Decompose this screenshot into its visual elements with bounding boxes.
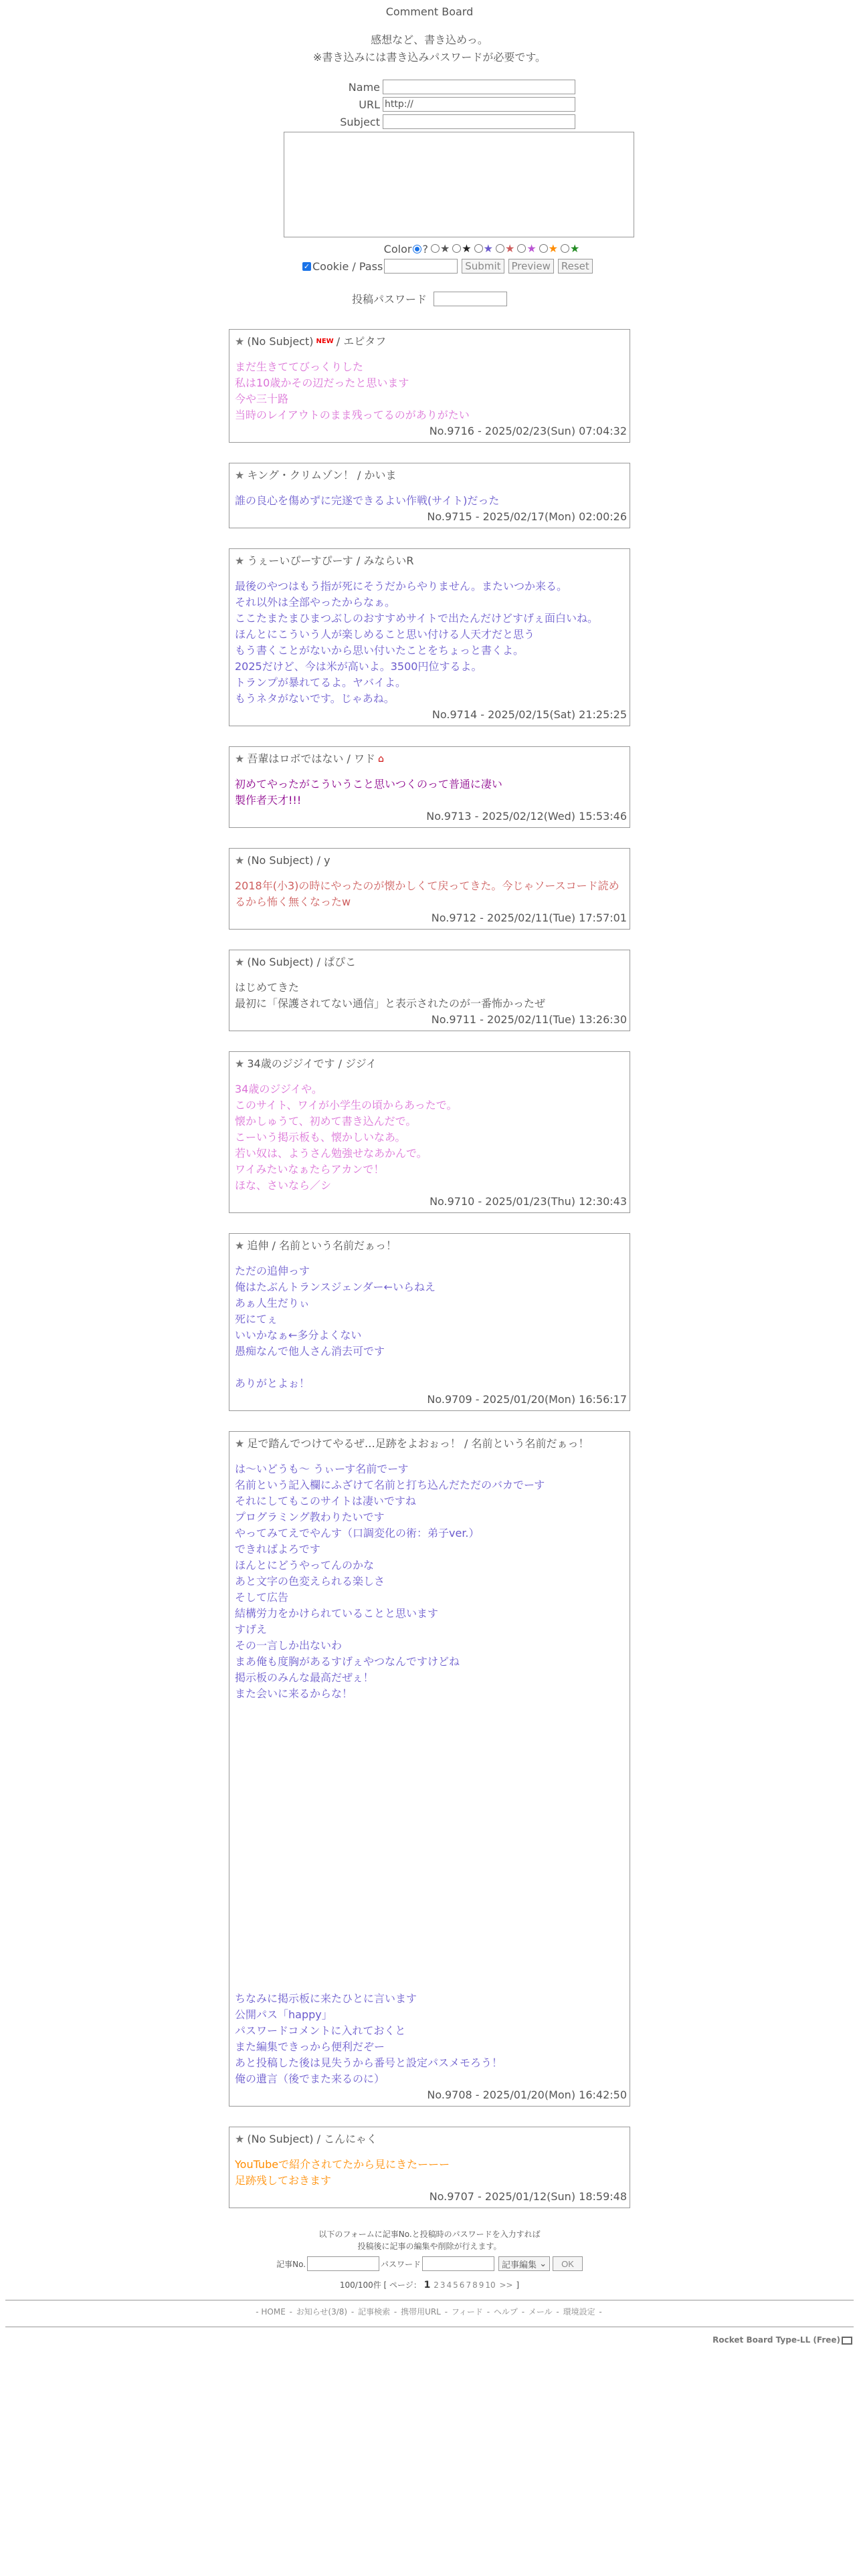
footer-nav-link[interactable]: メール — [528, 2307, 553, 2317]
entry-body — [235, 359, 627, 423]
entry-footer: No.9712 - 2025/02/11(Tue) 17:57:01 — [431, 911, 627, 924]
entry-line — [235, 1927, 627, 1943]
entry-separator: / — [338, 1057, 346, 1070]
entry-body — [235, 1263, 627, 1392]
entry-line — [235, 1782, 627, 1798]
entry-line — [235, 1959, 627, 1975]
entry — [229, 463, 630, 528]
pager-page-link[interactable]: 10 — [485, 2280, 496, 2290]
star-icon: ★ — [235, 1239, 245, 1252]
page-title: Comment Board — [385, 5, 474, 18]
entry-line: その一言しか出ないわ — [235, 1639, 343, 1652]
entry — [229, 548, 630, 726]
delete-pass-input[interactable] — [422, 2256, 494, 2271]
entry-footer: No.9709 - 2025/01/20(Mon) 16:56:17 — [427, 1393, 627, 1406]
submit-button[interactable]: Submit — [462, 259, 504, 274]
pager-page-link[interactable]: 5 — [453, 2280, 458, 2290]
color-radio[interactable] — [474, 244, 483, 253]
entry-line: ありがとよぉ！ — [235, 1377, 310, 1390]
entry-line — [235, 1862, 627, 1879]
color-option — [496, 242, 514, 255]
star-icon: ★ — [235, 956, 245, 968]
entry-line — [235, 1911, 627, 1927]
color-radio[interactable] — [413, 245, 421, 253]
pager-page-link[interactable]: 6 — [459, 2280, 465, 2290]
entry-body — [235, 1081, 627, 1194]
entry-line: まあ俺も度胸があるすげぇやつなんですけどね — [235, 1655, 460, 1668]
entry-line: ほんとにどうやってんのかな — [235, 1559, 375, 1572]
entry-line: 足跡残しておきます — [235, 2174, 332, 2187]
delete-info-line-2: 投稿後に記事の編集や削除が行えます。 — [357, 2242, 502, 2251]
entry-line — [235, 1846, 627, 1862]
window-icon — [842, 2337, 852, 2345]
entry-author: ジジイ — [345, 1057, 377, 1070]
entry-separator: / — [464, 1437, 472, 1450]
pager-close: ] — [516, 2280, 520, 2290]
entry-separator: / — [357, 469, 365, 481]
intro-line-2: ※書き込みには書き込みパスワードが必要です。 — [312, 51, 547, 64]
entry-line: 初めてやったがこういうこと思いつくのって普通に凄い — [235, 778, 502, 790]
color-selector — [222, 240, 637, 257]
entry-line: あと投稿した後は見失うから番号と設定パスメモろう！ — [235, 2056, 503, 2069]
chevron-down-icon: ⌄ — [537, 2258, 547, 2269]
star-icon: ★ — [235, 335, 245, 348]
pager-page-link[interactable]: 8 — [472, 2280, 478, 2290]
entry-line: このサイト、ワイが小学生の頃からあったで。 — [235, 1099, 458, 1111]
color-radio[interactable] — [431, 244, 440, 253]
entry-author: y — [324, 854, 330, 867]
entry-body — [235, 1461, 627, 2087]
entry-separator: / — [316, 2133, 324, 2145]
color-radio[interactable] — [561, 244, 569, 253]
footer-nav-link[interactable]: 環境設定 — [563, 2307, 595, 2317]
pager-page-link[interactable]: 3 — [440, 2280, 446, 2290]
entry-line — [235, 1766, 627, 1782]
nav-separator: - — [596, 2307, 602, 2317]
pager — [0, 2279, 859, 2290]
nav-separator: - — [442, 2307, 450, 2317]
entry-line — [235, 1814, 627, 1830]
entry-line: ワイみたいなぁたらアカンで！ — [235, 1163, 385, 1176]
color-option — [539, 242, 558, 255]
entry — [229, 950, 630, 1031]
entry-line: 2018年(小3)の時にやったのが懐かしくて戻ってきた。今じゃソースコード読めるから怖く無くなったw — [235, 879, 619, 908]
entry-subject: キング・クリムゾン！ — [247, 469, 354, 481]
entry-author: 名前という名前だぁっ！ — [471, 1437, 589, 1450]
entry-line: 公開パス「happy」 — [235, 2008, 332, 2021]
entry-header — [235, 1436, 627, 1452]
footer-nav-link[interactable]: フィード — [451, 2307, 483, 2317]
entry-line: 私は10歳かその辺だったと思います — [235, 377, 409, 389]
ok-button[interactable]: OK — [553, 2256, 583, 2271]
entry-line — [235, 1943, 627, 1959]
mode-select-value: 記事編集 — [502, 2260, 537, 2270]
entry-separator: / — [356, 554, 364, 567]
entry-line — [235, 1750, 627, 1766]
entry-body — [235, 493, 627, 509]
entry-line — [235, 1702, 627, 1718]
entry-subject: (No Subject) — [247, 335, 314, 348]
entry-separator: / — [316, 956, 324, 968]
entry-line: 最初に「保護されてない通信」と表示されたのが一番怖かったぜ — [235, 997, 546, 1010]
footer-nav-link[interactable]: お知らせ(3/8) — [296, 2307, 348, 2317]
nav-separator: - — [256, 2307, 262, 2317]
color-radio[interactable] — [539, 244, 548, 253]
color-option — [561, 242, 579, 255]
color-star-icon: ★ — [462, 242, 472, 255]
entry-author: かいま — [364, 469, 397, 481]
star-icon: ★ — [235, 752, 245, 765]
entry-line — [235, 1830, 627, 1846]
entry-line: は～いどうも～ うぃーす名前でーす — [235, 1463, 409, 1475]
entry-subject: 足で踏んでつけてやるぜ…足跡をよおぉっ！ — [247, 1437, 461, 1450]
entry-header — [235, 1056, 627, 1072]
entry-line: 愚痴なんで他人さん消去可です — [235, 1345, 385, 1358]
entry-line: ほんとにこういう人が楽しめること思い付ける人天才だと思う — [235, 628, 535, 641]
intro — [0, 31, 859, 66]
cookie-label: Cookie / Pass — [312, 259, 383, 273]
name-label: Name — [348, 80, 380, 94]
entry-line: はじめてきた — [235, 981, 300, 994]
entry-line: 誰の良心を傷めずに完遂できるよい作戦(サイト)だった — [235, 494, 500, 507]
star-icon: ★ — [235, 554, 245, 567]
delete-info-line-1: 以下のフォームに記事No.と投稿時のパスワードを入力すれば — [318, 2230, 541, 2239]
entry-header — [235, 1238, 627, 1254]
pager-page-link[interactable]: 2 — [434, 2280, 439, 2290]
entry-line: 34歳のジジイや。 — [235, 1083, 322, 1095]
star-icon: ★ — [235, 1057, 245, 1070]
footer-nav-link[interactable]: 携帯用URL — [401, 2307, 441, 2317]
entry-header — [235, 954, 627, 970]
entry-line: 結構労力をかけられていることと思います — [235, 1607, 439, 1620]
color-star-icon: ★ — [527, 242, 537, 255]
entry-line — [235, 1360, 627, 1376]
subject-label: Subject — [340, 115, 380, 128]
entry-line — [235, 1718, 627, 1734]
entry-line: あと文字の色変えられる楽しさ — [235, 1575, 385, 1588]
entry-line: できればよろです — [235, 1543, 320, 1555]
entry — [229, 1051, 630, 1213]
entry-subject: (No Subject) — [247, 956, 314, 968]
url-label: URL — [359, 98, 380, 111]
entry-line: もうネタがないです。じゃあね。 — [235, 692, 395, 705]
star-icon: ★ — [235, 469, 245, 481]
entry — [229, 1233, 630, 1411]
entry-subject: (No Subject) — [247, 2133, 314, 2145]
reset-button[interactable]: Reset — [558, 259, 593, 274]
color-star-icon: ★ — [504, 242, 515, 255]
url-input[interactable] — [383, 97, 575, 112]
star-icon: ★ — [235, 2133, 245, 2145]
color-label: Color — [383, 242, 412, 255]
entry-line: 死にてぇ — [235, 1313, 278, 1325]
entry-header — [235, 853, 627, 869]
entry-body — [235, 980, 627, 1012]
color-option — [431, 242, 450, 255]
mode-select[interactable] — [498, 2256, 550, 2271]
delete-pass-label: パスワード — [381, 2259, 421, 2269]
nav-separator: - — [391, 2307, 400, 2317]
color-option — [474, 242, 493, 255]
entry-subject: うぇーいぴーすぴーす — [247, 554, 353, 567]
entry-line: 当時のレイアウトのまま残ってるのがありがたい — [235, 409, 470, 421]
entry-line — [235, 1734, 627, 1750]
entry-subject: 追伸 — [247, 1239, 269, 1252]
entry-line: 2025だけど、今は米が高いよ。3500円位するよ。 — [235, 660, 482, 673]
entry-footer: No.9713 - 2025/02/12(Wed) 15:53:46 — [426, 810, 627, 823]
entry-line: いいかなぁ←多分よくない — [235, 1329, 362, 1341]
entry — [229, 746, 630, 828]
home-icon[interactable]: ⌂ — [377, 754, 384, 764]
entry-subject: 34歳のジジイです — [247, 1057, 335, 1070]
entry-line: 俺の遺言（後でまた来るのに） — [235, 2072, 385, 2085]
entry-line: 懐かしゅうて、初めて書き込んだで。 — [235, 1115, 417, 1128]
entry-header — [235, 2131, 627, 2147]
pager-count: 100/100件 [ ページ： — [339, 2280, 421, 2290]
nav-separator: - — [553, 2307, 562, 2317]
color-star-icon: ★ — [440, 242, 450, 255]
entry-line — [235, 1879, 627, 1895]
entry-subject: (No Subject) — [247, 854, 314, 867]
entry — [229, 848, 630, 930]
entry-line: ちなみに掲示板に来たひとに言います — [235, 1992, 417, 2005]
color-random-label: ? — [422, 242, 428, 255]
entry — [229, 2127, 630, 2208]
footer-nav-link[interactable]: HOME — [261, 2307, 286, 2317]
pager-page-link[interactable]: 7 — [466, 2280, 472, 2290]
color-radio[interactable] — [452, 244, 461, 253]
color-star-icon: ★ — [570, 242, 580, 255]
entry-line: ここたまたまひまつぶしのおすすめサイトで出たんだけどすげぇ面白いね。 — [235, 612, 599, 625]
entry-footer: No.9714 - 2025/02/15(Sat) 21:25:25 — [432, 708, 627, 721]
cookie-checkbox[interactable]: ✓ — [303, 261, 310, 271]
post-pass-label: 投稿パスワード — [351, 293, 427, 306]
entry-line: ほな、さいなら／シ — [235, 1179, 332, 1192]
entry-header — [235, 751, 627, 767]
cookie-pass-input[interactable] — [384, 259, 458, 274]
color-star-icon: ★ — [483, 242, 493, 255]
entry-header — [235, 467, 627, 484]
entry-separator: / — [347, 752, 354, 765]
entry-line: 名前という記入欄にふざけて名前と打ち込んだただのバカでーす — [235, 1479, 545, 1491]
entry-line — [235, 1895, 627, 1911]
entry-header — [235, 553, 627, 569]
entry-line: もう書くことがないから思い付いたことをちょっと書くよ。 — [235, 644, 524, 657]
pager-current: 1 — [423, 2280, 431, 2290]
entry-line: パスワードコメントに入れておくと — [235, 2024, 406, 2037]
name-input[interactable] — [383, 80, 575, 94]
entry-line: やってみてえでやんす（口調変化の術：弟子ver.） — [235, 1527, 480, 1539]
entry-line: 今や三十路 — [235, 393, 289, 405]
footer-nav-link[interactable]: ヘルプ — [493, 2307, 518, 2317]
entry-line: あぁ人生だりぃ — [235, 1297, 310, 1309]
entry-line: 最後のやつはもう指が死にそうだからやりません。またいつか来る。 — [235, 580, 567, 593]
entry-list — [229, 329, 630, 2208]
entry-line: 若い奴は、ようさん勉強せなあかんで。 — [235, 1147, 427, 1160]
entry-line: そして広告 — [235, 1591, 289, 1604]
color-option — [517, 242, 536, 255]
entry-line: こーいう掲示板も、懐かしいなあ。 — [235, 1131, 406, 1144]
entry-footer: No.9708 - 2025/01/20(Mon) 16:42:50 — [427, 2088, 627, 2101]
entry-line: 俺はたぶんトランスジェンダー←いらねえ — [235, 1281, 436, 1293]
delete-form — [0, 2256, 859, 2271]
entry-footer: No.9707 - 2025/01/12(Sun) 18:59:48 — [429, 2190, 627, 2203]
nav-separator: - — [286, 2307, 295, 2317]
pager-page-link[interactable]: 9 — [478, 2280, 484, 2290]
entry-separator: / — [336, 335, 344, 348]
color-option — [452, 242, 471, 255]
entry-header — [235, 334, 627, 350]
entry-author: ワド — [353, 752, 375, 765]
entry — [229, 329, 630, 443]
entry-line: プログラミング教わりたいです — [235, 1511, 385, 1523]
entry-footer: No.9711 - 2025/02/11(Tue) 13:26:30 — [431, 1013, 627, 1026]
intro-line-1: 感想など、書き込めっ。 — [371, 33, 488, 46]
entry-body — [235, 776, 627, 809]
entry-line: すげえ — [235, 1623, 268, 1636]
entry-line — [235, 1798, 627, 1814]
delete-info — [0, 2228, 859, 2252]
pager-page-link[interactable]: 4 — [446, 2280, 452, 2290]
star-icon: ★ — [235, 854, 245, 867]
article-no-input[interactable] — [307, 2256, 379, 2271]
entry-line: ただの追伸っす — [235, 1265, 310, 1277]
entry-body — [235, 878, 627, 910]
footer-nav-link[interactable]: 記事検索 — [358, 2307, 391, 2317]
color-radio[interactable] — [496, 244, 504, 253]
new-badge: NEW — [316, 338, 334, 345]
footer-nav — [0, 2306, 859, 2317]
entry-author: エピタフ — [343, 335, 387, 348]
entry-author: みならいR — [363, 554, 414, 567]
nav-separator: - — [349, 2307, 357, 2317]
post-form — [222, 78, 637, 306]
entry-line — [235, 1975, 627, 1991]
entry-footer: No.9710 - 2025/01/23(Thu) 12:30:43 — [430, 1195, 627, 1208]
entry-body — [235, 2157, 627, 2189]
entry-footer: No.9716 - 2025/02/23(Sun) 07:04:32 — [429, 425, 627, 437]
entry-footer: No.9715 - 2025/02/17(Mon) 02:00:26 — [427, 510, 627, 523]
entry-body — [235, 578, 627, 707]
entry-line: また会いに来るからな！ — [235, 1687, 353, 1700]
entry-line: まだ生きててびっくりした — [235, 360, 364, 373]
nav-separator: - — [484, 2307, 492, 2317]
comment-textarea[interactable] — [284, 132, 634, 237]
entry-line: 掲示板のみんな最高だぜぇ！ — [235, 1671, 374, 1684]
subject-input[interactable] — [383, 114, 575, 129]
entry-separator: / — [316, 854, 324, 867]
entry-line: 製作者天才!!! — [235, 794, 302, 807]
entry-separator: / — [272, 1239, 279, 1252]
entry-line: それ以外は全部やったからなぁ。 — [235, 596, 396, 609]
pager-next[interactable]: >> — [499, 2280, 513, 2290]
credit — [0, 2335, 852, 2345]
color-radio[interactable] — [517, 244, 526, 253]
credit-text: Rocket Board Type-LL (Free) — [712, 2335, 840, 2345]
entry-line: それにしてもこのサイトは凄いですね — [235, 1495, 416, 1507]
entry — [229, 1431, 630, 2107]
entry-author: 名前という名前だぁっ！ — [278, 1239, 397, 1252]
entry-line: また編集できっから便利だぞー — [235, 2040, 385, 2053]
preview-button[interactable]: Preview — [508, 259, 554, 274]
entry-line: YouTubeで紹介されてたから見にきたーーー — [235, 2158, 450, 2171]
entry-author: こんにゃく — [324, 2133, 377, 2145]
entry-subject: 吾輩はロボではない — [247, 752, 344, 765]
post-pass-input[interactable] — [434, 292, 507, 306]
color-star-icon: ★ — [548, 242, 558, 255]
entry-author: ぱぴこ — [324, 956, 357, 968]
nav-separator: - — [518, 2307, 527, 2317]
entry-line: トランプが暴れてるよ。ヤバイよ。 — [235, 676, 407, 689]
article-no-label: 記事No. — [276, 2259, 306, 2269]
star-icon: ★ — [235, 1437, 245, 1450]
